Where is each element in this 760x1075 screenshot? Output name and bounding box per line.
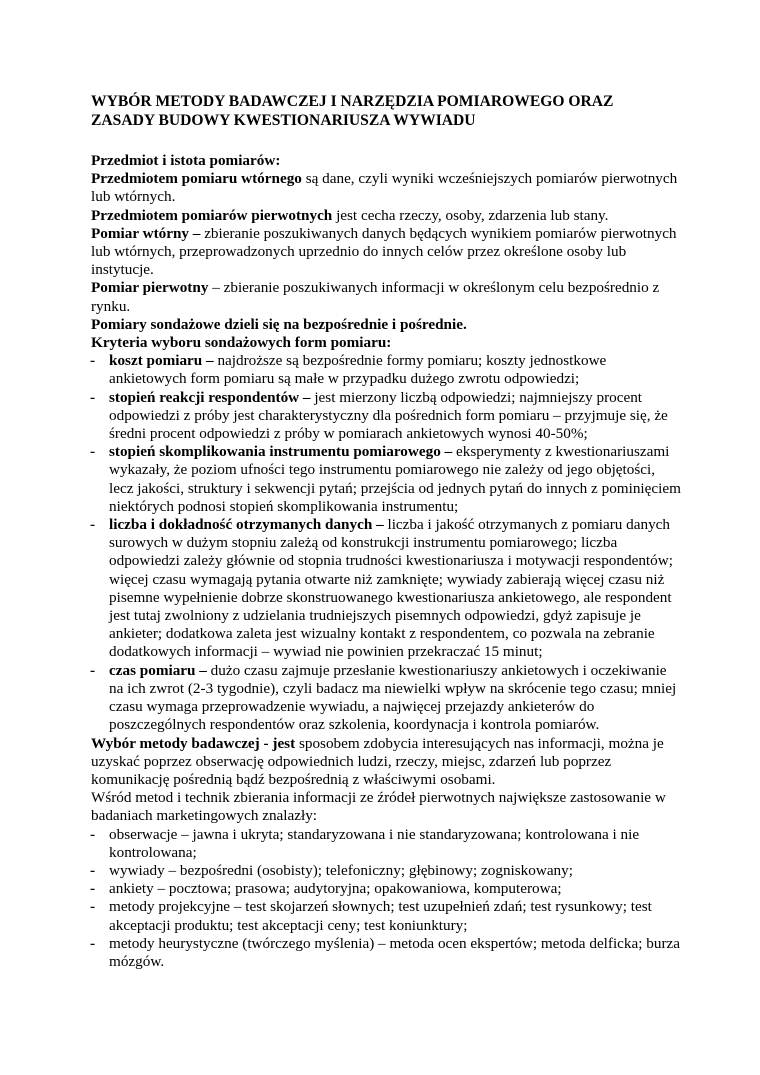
section-heading: Przedmiot i istota pomiarów: — [91, 152, 281, 169]
dash-bullet: - — [90, 661, 96, 679]
dash-bullet: - — [90, 388, 96, 406]
definition: Przedmiotem pomiarów pierwotnych jest cecha rzeczy, osoby, zdarzenia lub stany. — [91, 206, 609, 224]
list-item: - czas pomiaru – dużo czasu zajmuje przesłanie kwestionariuszy ankietowych i oczekiwanie na ich zwrot (2-3 tygodnie), czyli badacz ma niewielki wpływ na skrócenie tego czasu; mniej czasu wymaga przeprowadzenie wywiadu, a najwięcej przejazdy ankieterów do poszczególnych respondentów oraz szkolenia, koordynacja i kontrola pomiarów. — [90, 661, 677, 734]
methods-intro: Wśród metod i technik zbierania informacji ze źródeł pierwotnych największe zastosowanie w badaniach marketingowych znalazły: — [91, 789, 666, 825]
definition: Pomiar wtórny – zbieranie poszukiwanych danych będących wynikiem pomiarów pierwotnych lub wtórnych, przeprowadzonych uprzednio do innych celów przez określone osoby lub instytucje. — [91, 224, 677, 279]
list-item: - obserwacje – jawna i ukryta; standaryzowana i nie standaryzowana; kontrolowana i nie kontrolowana; — [90, 825, 640, 861]
dash-bullet: - — [90, 352, 96, 370]
dash-bullet: - — [90, 516, 96, 534]
definition: Przedmiotem pomiaru wtórnego są dane, czyli wyniki wcześniejszych pomiarów pierwotnych lub wtórnych. — [91, 170, 678, 206]
document-page — [91, 92, 681, 971]
method-definition: Wybór metody badawczej - jest sposobem zdobycia interesujących nas informacji, można je uzyskać poprzez obserwację odpowiednich ludzi, rzeczy, miejsc, zdarzeń lub poprzez komunikację pośrednią bądź bezpośrednią z właściwymi osobami. — [91, 734, 664, 788]
title-line-1: WYBÓR METODY BADAWCZEJ I NARZĘDZIA POMIAROWEGO ORAZ — [91, 93, 614, 110]
list-item: - metody heurystyczne (twórczego myślenia) – metoda ocen ekspertów; metoda delficka; burza mózgów. — [90, 934, 680, 970]
dash-bullet: - — [90, 443, 96, 461]
dash-bullet: - — [90, 934, 96, 952]
criteria-list — [91, 352, 681, 734]
methods-list — [91, 826, 681, 972]
dash-bullet: - — [90, 880, 96, 898]
list-item: - ankiety – pocztowa; prasowa; audytoryjna; opakowaniowa, komputerowa; — [90, 880, 562, 898]
list-item: - koszt pomiaru – najdroższe są bezpośrednie formy pomiaru; koszty jednostkowe ankietowych form pomiaru są małe w przypadku dużego zwrotu odpowiedzi; — [90, 352, 607, 388]
sondaz-statement: Pomiary sondażowe dzieli się na bezpośrednie i pośrednie. — [91, 315, 467, 333]
list-item: - metody projekcyjne – test skojarzeń słownych; test uzupełnień zdań; test rysunkowy; test akceptacji produktu; test akceptacji ceny; test koniunktury; — [90, 898, 652, 934]
list-item: - stopień reakcji respondentów – jest mierzony liczbą odpowiedzi; najmniejszy procent odpowiedzi z próby jest charakterystyczny dla pośrednich form pomiaru – przyjmuje się, że średni procent odpowiedzi z próby w pomiarach ankietowych wynosi 40-50%; — [90, 388, 668, 443]
document-title — [91, 92, 681, 130]
list-item: - stopień skomplikowania instrumentu pomiarowego – eksperymenty z kwestionariuszami wykazały, że poziom ufności tego instrumentu pomiarowego nie zależy od jego objętości, lecz jakości, struktury i sekwencji pytań; przejścia od jednych pytań do innych z pominięciem niektórych podnosi stopień skomplikowania instrumentu; — [90, 443, 681, 515]
criteria-heading: Kryteria wyboru sondażowych form pomiaru: — [91, 334, 392, 352]
dash-bullet: - — [90, 825, 96, 843]
list-item: - wywiady – bezpośredni (osobisty); telefoniczny; głębinowy; zogniskowany; — [90, 861, 573, 879]
list-item: - liczba i dokładność otrzymanych danych – liczba i jakość otrzymanych z pomiaru danych surowych w dużym stopniu zależą od konstrukcji instrumentu pomiarowego; liczba odpowiedzi zależy głównie od stopnia trudności kwestionariusza i motywacji respondentów; więcej czasu wymagają pytania otwarte niż zamknięte; wywiady zabierają więcej czasu niż pisemne wypełnienie dobrze skonstruowanego kwestionariusza ankietowego, ale respondent jest tutaj zwolniony z udzielania trudniejszych pisemnych odpowiedzi, gdyż zapisuje je ankieter; dodatkowa zaleta jest wizualny kontakt z respondentem, co pozwala na zebranie dodatkowych informacji – wywiad nie powinien przekraczać 15 minut; — [90, 516, 673, 661]
dash-bullet: - — [90, 898, 96, 916]
dash-bullet: - — [90, 861, 96, 879]
title-line-2: ZASADY BUDOWY KWESTIONARIUSZA WYWIADU — [91, 112, 476, 129]
definition: Pomiar pierwotny – zbieranie poszukiwanych informacji w określonym celu bezpośrednio z rynku. — [91, 279, 660, 315]
